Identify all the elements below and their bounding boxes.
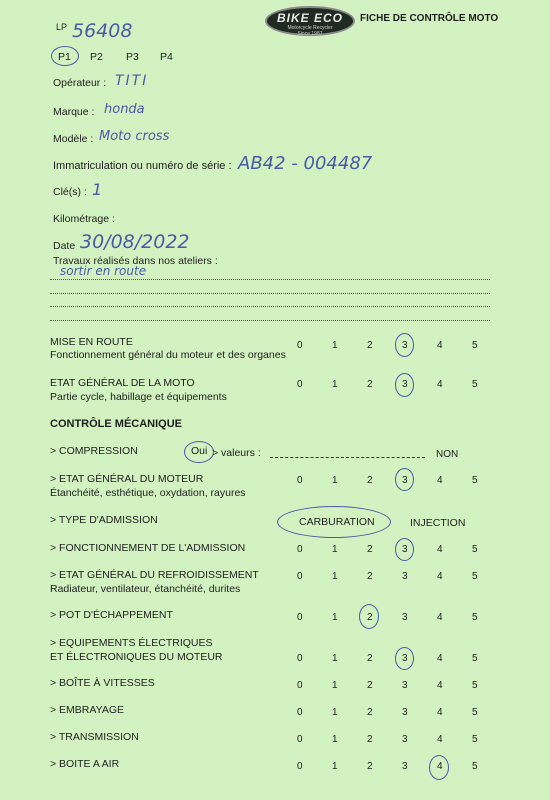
scale-2[interactable]: 2 [367,761,373,772]
equip-elec-rating-mark [395,647,414,670]
carburation-mark [277,506,391,538]
transmission-label: > TRANSMISSION [50,731,139,743]
section-controle-mecanique: CONTRÔLE MÉCANIQUE [50,418,182,430]
scale-1[interactable]: 1 [332,761,338,772]
type-admission-label: > TYPE D'ADMISSION [50,514,158,526]
scale-2[interactable]: 2 [367,379,373,390]
scale-5[interactable]: 5 [472,475,478,486]
scale-0[interactable]: 0 [297,734,303,745]
etat-moto-label: ETAT GÉNÉRAL DE LA MOTO [50,377,195,389]
scale-3[interactable]: 3 [402,612,408,623]
bike-eco-logo [265,6,355,36]
travaux-line-1 [50,279,490,280]
page-p4[interactable]: P4 [160,51,173,63]
carburation-option[interactable]: CARBURATION [299,516,375,528]
compression-label: > COMPRESSION [50,445,138,457]
lp-number: 56408 [72,20,133,42]
logo-since: Since 1987 [297,31,323,37]
scale-0[interactable]: 0 [297,340,303,351]
scale-4[interactable]: 4 [437,340,443,351]
logo-brand: BIKE ECO [276,11,343,25]
scale-3[interactable]: 3 [402,680,408,691]
scale-2[interactable]: 2 [367,544,373,555]
refroidissement-label: > ETAT GÉNÉRAL DU REFROIDISSEMENT [50,569,259,581]
scale-0[interactable]: 0 [297,707,303,718]
scale-3[interactable]: 3 [402,379,408,390]
cles-label: Clé(s) : [53,186,87,198]
etat-moteur-rating-mark [395,468,414,491]
scale-4[interactable]: 4 [437,653,443,664]
scale-1[interactable]: 1 [332,653,338,664]
travaux-value[interactable]: sortir en route [60,264,147,278]
page-p1-mark [51,46,79,66]
scale-4[interactable]: 4 [437,707,443,718]
mise-en-route-sub: Fonctionnement général du moteur et des organes [50,349,286,361]
scale-4[interactable]: 4 [437,734,443,745]
date-label: Date [53,240,76,252]
scale-0[interactable]: 0 [297,653,303,664]
etat-moto-rating-mark [395,373,414,397]
scale-3[interactable]: 3 [402,544,408,555]
scale-0[interactable]: 0 [297,612,303,623]
compression-valeurs-label: > valeurs : [212,447,261,459]
marque-label: Marque : [53,106,95,118]
scale-1[interactable]: 1 [332,571,338,582]
scale-0[interactable]: 0 [297,544,303,555]
immatriculation-value[interactable]: AB42 - 004487 [238,153,373,174]
scale-5[interactable]: 5 [472,612,478,623]
scale-1[interactable]: 1 [332,680,338,691]
operateur-value[interactable]: TITI [115,73,149,89]
equip-elec-label: > EQUIPEMENTS ÉLECTRIQUES [50,637,213,649]
scale-0[interactable]: 0 [297,761,303,772]
kilometrage-label: Kilométrage : [53,213,115,225]
scale-3[interactable]: 3 [402,707,408,718]
compression-oui[interactable]: Oui [191,445,208,457]
logo-tagline: Motorcycle Recycler [287,25,333,31]
etat-moto-sub: Partie cycle, habillage et équipements [50,391,227,403]
marque-value[interactable]: honda [104,102,145,117]
scale-3[interactable]: 3 [402,340,408,351]
scale-4[interactable]: 4 [437,379,443,390]
scale-2[interactable]: 2 [367,680,373,691]
scale-0[interactable]: 0 [297,680,303,691]
scale-5[interactable]: 5 [472,707,478,718]
fonct-admission-rating-mark [395,538,414,561]
scale-3[interactable]: 3 [402,734,408,745]
scale-4[interactable]: 4 [437,571,443,582]
etat-moteur-sub: Étanchéité, esthétique, oxydation, rayures [50,487,246,499]
scale-5[interactable]: 5 [472,653,478,664]
scale-1[interactable]: 1 [332,475,338,486]
scale-0[interactable]: 0 [297,379,303,390]
scale-2[interactable]: 2 [367,707,373,718]
pot-echappement-rating-mark [359,604,379,629]
lp-label: LP [56,22,68,32]
cles-value[interactable]: 1 [92,180,103,199]
compression-non[interactable]: NON [436,449,459,460]
mise-en-route-label: MISE EN ROUTE [50,336,133,348]
scale-2[interactable]: 2 [367,571,373,582]
scale-1[interactable]: 1 [332,379,338,390]
scale-1[interactable]: 1 [332,707,338,718]
scale-2[interactable]: 2 [367,340,373,351]
scale-4[interactable]: 4 [437,475,443,486]
scale-5[interactable]: 5 [472,571,478,582]
fonct-admission-label: > FONCTIONNEMENT DE L'ADMISSION [50,542,246,554]
scale-2[interactable]: 2 [367,612,373,623]
scale-3[interactable]: 3 [402,475,408,486]
boite-air-label: > BOITE A AIR [50,758,120,770]
scale-5[interactable]: 5 [472,544,478,555]
scale-2[interactable]: 2 [367,734,373,745]
travaux-line-2 [50,293,490,294]
scale-3[interactable]: 3 [402,761,408,772]
scale-2[interactable]: 2 [367,475,373,486]
page-p3[interactable]: P3 [126,51,139,63]
scale-1[interactable]: 1 [332,544,338,555]
form-title: FICHE DE CONTRÔLE MOTO [360,13,499,24]
scale-5[interactable]: 5 [472,734,478,745]
scale-2[interactable]: 2 [367,653,373,664]
immatriculation-label: Immatriculation ou numéro de série : [53,160,232,172]
scale-3[interactable]: 3 [402,571,408,582]
modele-value[interactable]: Moto cross [99,129,170,144]
scale-4[interactable]: 4 [437,544,443,555]
pot-echappement-label: > POT D'ÉCHAPPEMENT [50,609,173,621]
scale-0[interactable]: 0 [297,475,303,486]
compression-oui-mark [184,441,214,463]
injection-option[interactable]: INJECTION [410,517,466,529]
page-p2[interactable]: P2 [90,51,103,63]
travaux-label: Travaux réalisés dans nos ateliers : [53,255,218,267]
boite-vitesses-label: > BOÎTE À VITESSES [50,677,155,689]
scale-1[interactable]: 1 [332,734,338,745]
travaux-line-4 [50,320,490,321]
boite-air-rating-mark [429,755,449,780]
scale-4[interactable]: 4 [437,612,443,623]
scale-5[interactable]: 5 [472,340,478,351]
scale-4[interactable]: 4 [437,680,443,691]
scale-5[interactable]: 5 [472,379,478,390]
date-value[interactable]: 30/08/2022 [80,231,190,253]
mise-en-route-rating-mark [395,333,414,357]
compression-valeurs-line[interactable] [270,457,425,458]
scale-1[interactable]: 1 [332,340,338,351]
page-p1[interactable]: P1 [58,51,71,63]
scale-5[interactable]: 5 [472,761,478,772]
scale-3[interactable]: 3 [402,653,408,664]
refroidissement-sub: Radiateur, ventilateur, étanchéité, durites [50,583,241,595]
modele-label: Modèle : [53,133,94,145]
scale-0[interactable]: 0 [297,571,303,582]
embrayage-label: > EMBRAYAGE [50,704,125,716]
operateur-label: Opérateur : [53,77,107,89]
scale-1[interactable]: 1 [332,612,338,623]
scale-4[interactable]: 4 [437,761,443,772]
equip-elec-label-2: ET ÉLECTRONIQUES DU MOTEUR [50,651,223,663]
etat-moteur-label: > ETAT GÉNÉRAL DU MOTEUR [50,473,204,485]
travaux-line-3 [50,306,490,307]
scale-5[interactable]: 5 [472,680,478,691]
